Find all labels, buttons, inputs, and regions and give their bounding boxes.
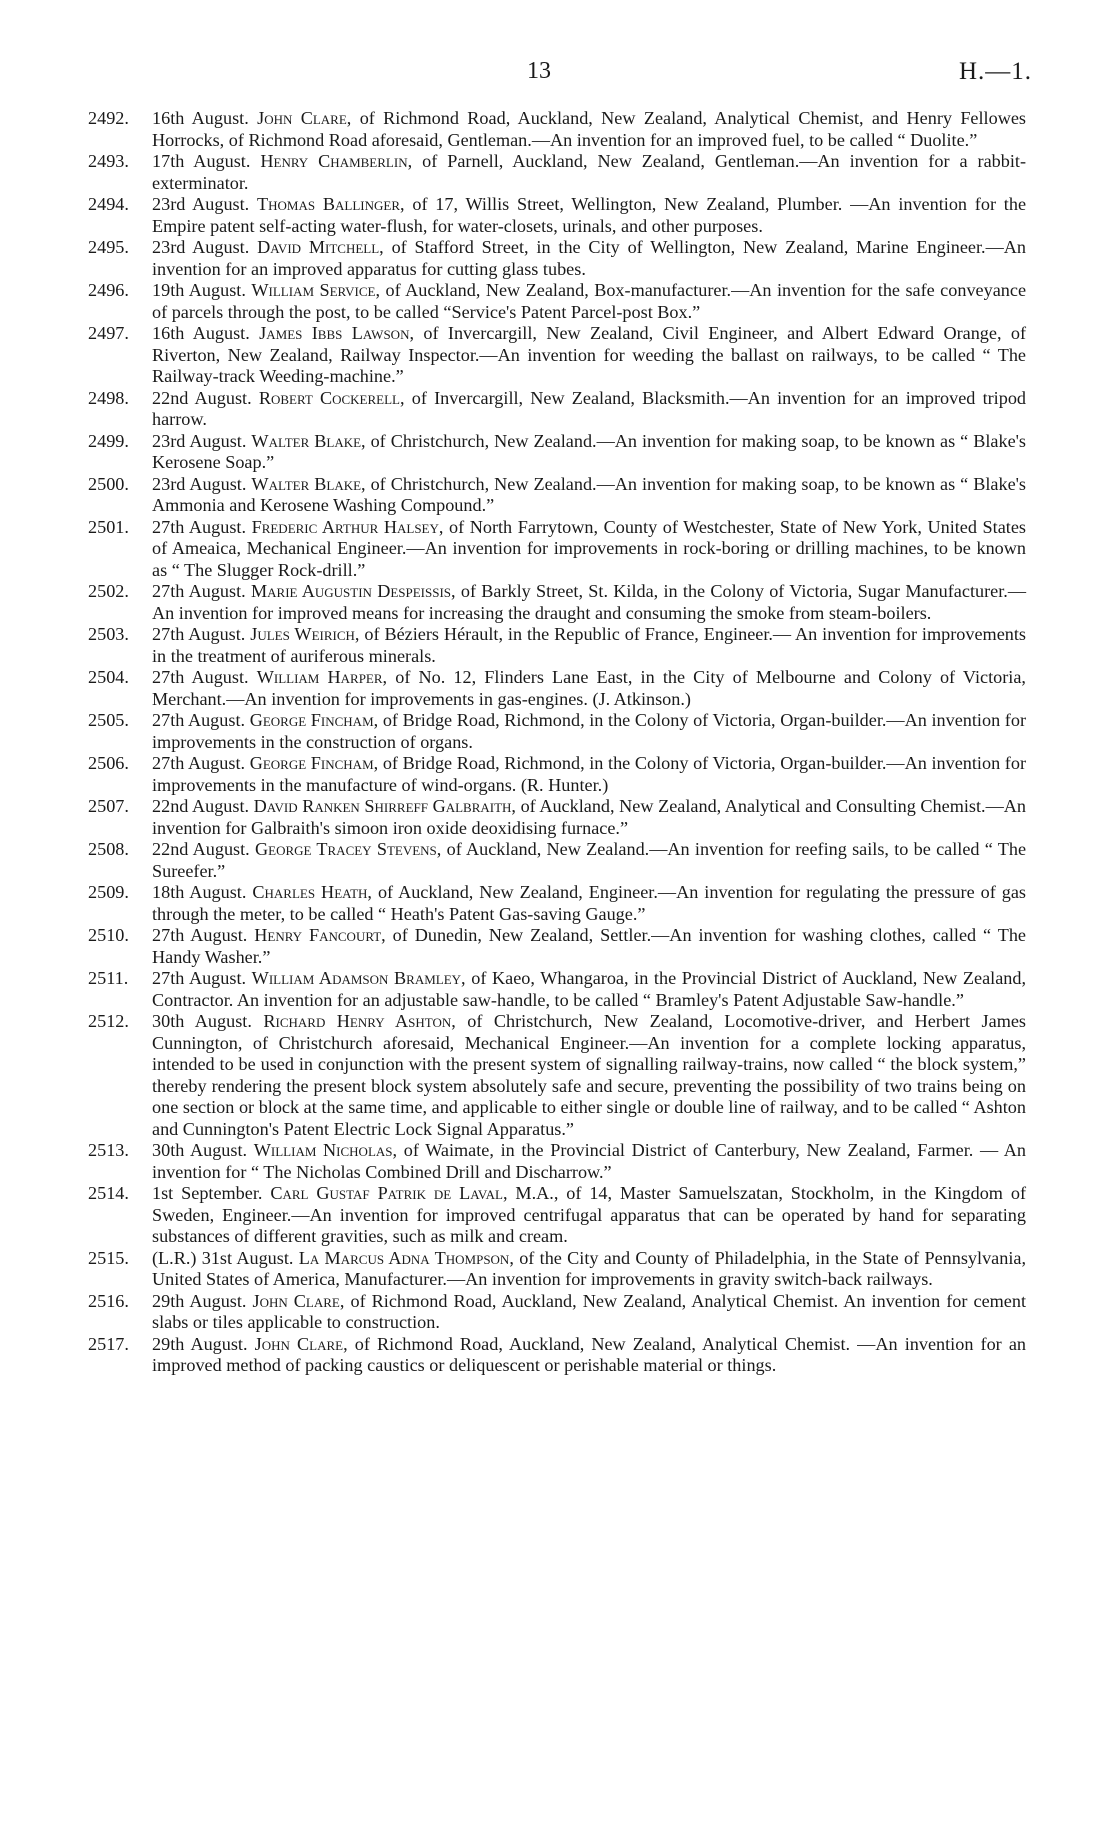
entry-number: 2516. bbox=[88, 1290, 129, 1311]
entry-date: 17th August. bbox=[152, 151, 251, 171]
applicant-name: Frederic Arthur Halsey, bbox=[251, 516, 444, 537]
page-header bbox=[0, 58, 1114, 88]
applicant-name: Jules Weirich, bbox=[250, 624, 360, 644]
entry-text: of Stafford Street, in the City of Wellington, New Zealand, Marine Engineer.—An invention for an improved apparatus for cutting glass tubes. bbox=[152, 237, 1027, 279]
applicant-name: John Clare, bbox=[252, 1290, 345, 1311]
entry-text: of Béziers Hérault, in the Republic of France, Engineer.— An invention for improvements in the treatment of auriferous minerals. bbox=[152, 624, 1026, 666]
applicant-name: La Marcus Adna Thompson, bbox=[298, 1247, 514, 1268]
applicant-name: William Service, bbox=[251, 280, 381, 300]
entry-date: 23rd August. bbox=[152, 473, 247, 494]
patent-entry bbox=[88, 474, 1026, 517]
entry-text: M.A., of 14, Master Samuelszatan, Stockholm, in the Kingdom of Sweden, Engineer.—An invention for improved centrifugal apparatus that can be operated by hand for separating substances of different gravities, such as milk and cream. bbox=[152, 1183, 1027, 1246]
entry-text: of Auckland, New Zealand, Analytical and Consulting Chemist.—An invention for Galbraith's simoon iron oxide deoxidising furnace.” bbox=[152, 796, 1027, 838]
entry-number: 2506. bbox=[88, 753, 129, 773]
entry-date: 22nd August. bbox=[152, 387, 252, 408]
entry-date: 29th August. bbox=[152, 1333, 248, 1354]
entry-number: 2498. bbox=[88, 387, 129, 408]
patent-entry bbox=[88, 1334, 1026, 1377]
applicant-name: John Clare, bbox=[257, 108, 352, 128]
entry-date: 16th August. bbox=[152, 323, 250, 343]
applicant-name: Walter Blake, bbox=[251, 473, 366, 494]
applicant-name: William Adamson Bramley, bbox=[251, 968, 466, 988]
entry-date: 27th August. bbox=[152, 516, 246, 537]
applicant-name: William Harper, bbox=[256, 667, 388, 687]
entry-text: of No. 12, Flinders Lane East, in the City of Melbourne and Colony of Victoria, Merchant.—An invention for improvements in gas-engines. (J. Atkinson.) bbox=[152, 667, 1026, 709]
patent-entry bbox=[88, 581, 1026, 624]
entry-text: of Waimate, in the Provincial District of Canterbury, New Zealand, Farmer. — An invention for “ The Nicholas Combined Drill and Discharrow.” bbox=[152, 1140, 1026, 1182]
applicant-name: John Clare, bbox=[254, 1333, 348, 1354]
patent-entry bbox=[88, 925, 1026, 968]
entry-text: of Christchurch, New Zealand.—An invention for making soap, to be known as “ Blake's Ammonia and Kerosene Washing Compound.” bbox=[152, 473, 1026, 515]
entry-number: 2508. bbox=[88, 839, 129, 859]
patent-entry bbox=[88, 839, 1026, 882]
entry-number: 2504. bbox=[88, 667, 129, 687]
entry-date: 30th August. bbox=[152, 1011, 252, 1031]
entry-text: of the City and County of Philadelphia, in the State of Pennsylvania, United States of America, Manufacturer.—An invention for improvements in gravity switch-back railways. bbox=[152, 1247, 1027, 1289]
entry-date: 27th August. bbox=[152, 753, 246, 773]
applicant-name: Marie Augustin Despeissis, bbox=[250, 581, 456, 601]
patent-entry bbox=[88, 280, 1026, 323]
applicant-name: Robert Cockerell, bbox=[258, 387, 405, 408]
entry-text: of North Farrytown, County of Westchester, State of New York, United States of Ameaica, Mechanical Engineer.—An invention for improvements in rock-boring or drilling machines, to be known as “ The Slugger Rock-drill.” bbox=[152, 516, 1026, 580]
entry-text: of Kaeo, Whangaroa, in the Provincial District of Auckland, New Zealand, Contractor. An invention for an adjustable saw-handle, to be called “ Bramley's Patent Adjustable Saw-handle.” bbox=[152, 968, 1027, 1010]
applicant-name: Henry Fancourt, bbox=[254, 925, 386, 945]
entry-number: 2494. bbox=[88, 194, 129, 214]
patent-entry bbox=[88, 151, 1026, 194]
entry-text: of Richmond Road, Auckland, New Zealand, Analytical Chemist. —An invention for an improved method of packing caustics or deliquescent or perishable material or things. bbox=[152, 1333, 1027, 1375]
entry-date: (L.R.) 31st August. bbox=[152, 1247, 294, 1268]
entry-number: 2507. bbox=[88, 796, 129, 816]
entry-text: of Auckland, New Zealand, Box-manufacturer.—An invention for the safe conveyance of parcels through the post, to be called “Service's Patent Parcel-post Box.” bbox=[152, 280, 1027, 322]
applicant-name: George Tracey Stevens, bbox=[255, 839, 442, 859]
entry-text: of Christchurch, New Zealand.—An invention for making soap, to be known as “ Blake's Kerosene Soap.” bbox=[152, 430, 1026, 472]
applicant-name: George Fincham, bbox=[249, 753, 379, 773]
entry-date: 27th August. bbox=[152, 925, 248, 945]
entry-date: 27th August. bbox=[152, 710, 246, 730]
entry-date: 23rd August. bbox=[152, 237, 250, 257]
entry-text: of Bridge Road, Richmond, in the Colony of Victoria, Organ-builder.—An invention for improvements in the manufacture of wind-organs. (R. Hunter.) bbox=[152, 753, 1027, 795]
entry-date: 27th August. bbox=[152, 624, 246, 644]
patent-entry bbox=[88, 710, 1026, 753]
entry-text: of Barkly Street, St. Kilda, in the Colony of Victoria, Sugar Manufacturer.—An invention for improved means for increasing the draught and consuming the smoke from steam-boilers. bbox=[152, 581, 1027, 623]
applicant-name: Walter Blake, bbox=[251, 430, 366, 451]
entry-number: 2503. bbox=[88, 624, 129, 644]
entry-number: 2495. bbox=[88, 237, 129, 257]
entry-text: of Richmond Road, Auckland, New Zealand, Analytical Chemist. An invention for cement slabs or tiles applicable to construction. bbox=[152, 1290, 1027, 1332]
entry-text: of Auckland, New Zealand.—An invention for reefing sails, to be called “ The Sureefer.” bbox=[152, 839, 1027, 881]
entry-number: 2511. bbox=[88, 968, 129, 988]
patent-entry bbox=[88, 108, 1026, 151]
entry-date: 23rd August. bbox=[152, 430, 247, 451]
entry-number: 2517. bbox=[88, 1333, 129, 1354]
entry-number: 2514. bbox=[88, 1183, 129, 1203]
entry-text: of Invercargill, New Zealand, Civil Engineer, and Albert Edward Orange, of Riverton, New Zealand, Railway Inspector.—An invention for weeding the ballast on railways, to be called “ The Railway-track Weeding-machine.” bbox=[152, 323, 1027, 386]
patent-entry bbox=[88, 517, 1026, 582]
entry-number: 2512. bbox=[88, 1011, 129, 1031]
entry-number: 2500. bbox=[88, 473, 129, 494]
patent-entry bbox=[88, 1011, 1026, 1140]
applicant-name: Charles Heath, bbox=[252, 882, 372, 902]
applicant-name: George Fincham, bbox=[249, 710, 379, 730]
entry-number: 2501. bbox=[88, 516, 129, 537]
entry-text: of Parnell, Auckland, New Zealand, Gentleman.—An invention for a rabbit-exterminator. bbox=[152, 151, 1027, 193]
entry-date: 29th August. bbox=[152, 1290, 247, 1311]
entry-date: 27th August. bbox=[152, 667, 249, 687]
entry-date: 27th August. bbox=[152, 968, 247, 988]
patent-entry bbox=[88, 1183, 1026, 1248]
entry-text: of Auckland, New Zealand, Engineer.—An invention for regulating the pressure of gas through the meter, to be called “ Heath's Patent Gas-saving Gauge.” bbox=[152, 882, 1027, 924]
entry-number: 2496. bbox=[88, 280, 129, 300]
entry-date: 1st September. bbox=[152, 1183, 263, 1203]
applicant-name: Richard Henry Ashton, bbox=[263, 1011, 456, 1031]
applicant-name: Henry Chamberlin, bbox=[260, 151, 413, 171]
entry-number: 2515. bbox=[88, 1247, 129, 1268]
entry-date: 19th August. bbox=[152, 280, 246, 300]
entry-number: 2492. bbox=[88, 108, 129, 128]
patent-entry bbox=[88, 431, 1026, 474]
entry-text: of Dunedin, New Zealand, Settler.—An invention for washing clothes, called “ The Handy Washer.” bbox=[152, 925, 1026, 967]
entry-number: 2493. bbox=[88, 151, 129, 171]
entry-date: 30th August. bbox=[152, 1140, 248, 1160]
entry-text: of Bridge Road, Richmond, in the Colony of Victoria, Organ-builder.—An invention for improvements in the construction of organs. bbox=[152, 710, 1027, 752]
applicant-name: William Nicholas, bbox=[253, 1140, 398, 1160]
entry-text: of Invercargill, New Zealand, Blacksmith.—An invention for an improved tripod harrow. bbox=[152, 387, 1027, 429]
entry-number: 2502. bbox=[88, 581, 129, 601]
entry-number: 2505. bbox=[88, 710, 129, 730]
patent-entry bbox=[88, 237, 1026, 280]
applicant-name: James Ibbs Lawson, bbox=[259, 323, 415, 343]
patent-entry bbox=[88, 194, 1026, 237]
patent-entry bbox=[88, 323, 1026, 388]
entry-number: 2510. bbox=[88, 925, 129, 945]
applicant-name: Carl Gustaf Patrik de Laval, bbox=[270, 1183, 508, 1203]
entry-text: of Christchurch, New Zealand, Locomotive-driver, and Herbert James Cunnington, of Christchurch aforesaid, Mechanical Engineer.—An invention for a complete locking apparatus, intended to be used in conjunction with the present system of signalling railway-trains, now called “ the block system,” thereby rendering the present block system absolutely safe and secure, preventing the possibility of two trains being on one section or block at the same time, and applicable to either single or double line of railway, and to be called “ Ashton and Cunnington's Patent Electric Lock Signal Apparatus.” bbox=[152, 1011, 1027, 1139]
patent-entry bbox=[88, 624, 1026, 667]
patent-entry bbox=[88, 1248, 1026, 1291]
applicant-name: David Mitchell, bbox=[257, 237, 384, 257]
patent-entry bbox=[88, 796, 1026, 839]
entry-text: of Richmond Road, Auckland, New Zealand, Analytical Chemist, and Henry Fellowes Horrocks, of Richmond Road aforesaid, Gentleman.—An invention for an improved fuel, to be called “ Duolite.” bbox=[152, 108, 1026, 150]
entry-date: 16th August. bbox=[152, 108, 249, 128]
page-number: 13 bbox=[527, 58, 551, 84]
entry-number: 2513. bbox=[88, 1140, 129, 1160]
patent-entry bbox=[88, 667, 1026, 710]
patent-entry bbox=[88, 388, 1026, 431]
entry-date: 23rd August. bbox=[152, 194, 250, 214]
applicant-name: Thomas Ballinger, bbox=[257, 194, 405, 214]
patent-entry bbox=[88, 753, 1026, 796]
entry-date: 27th August. bbox=[152, 581, 246, 601]
patent-entry bbox=[88, 882, 1026, 925]
patent-entry bbox=[88, 968, 1026, 1011]
entry-number: 2499. bbox=[88, 430, 129, 451]
entry-number: 2509. bbox=[88, 882, 129, 902]
entry-text: of 17, Willis Street, Wellington, New Zealand, Plumber. —An invention for the Empire patent self-acting water-flush, for water-closets, urinals, and other purposes. bbox=[152, 194, 1027, 236]
entry-number: 2497. bbox=[88, 323, 129, 343]
patent-entry bbox=[88, 1140, 1026, 1183]
document-reference: H.—1. bbox=[958, 58, 1032, 85]
patent-entries-list bbox=[88, 108, 1026, 1377]
entry-date: 22nd August. bbox=[152, 796, 250, 816]
patent-entry bbox=[88, 1291, 1026, 1334]
entry-date: 22nd August. bbox=[152, 839, 250, 859]
entry-date: 18th August. bbox=[152, 882, 247, 902]
applicant-name: David Ranken Shirreff Galbraith, bbox=[253, 796, 516, 816]
